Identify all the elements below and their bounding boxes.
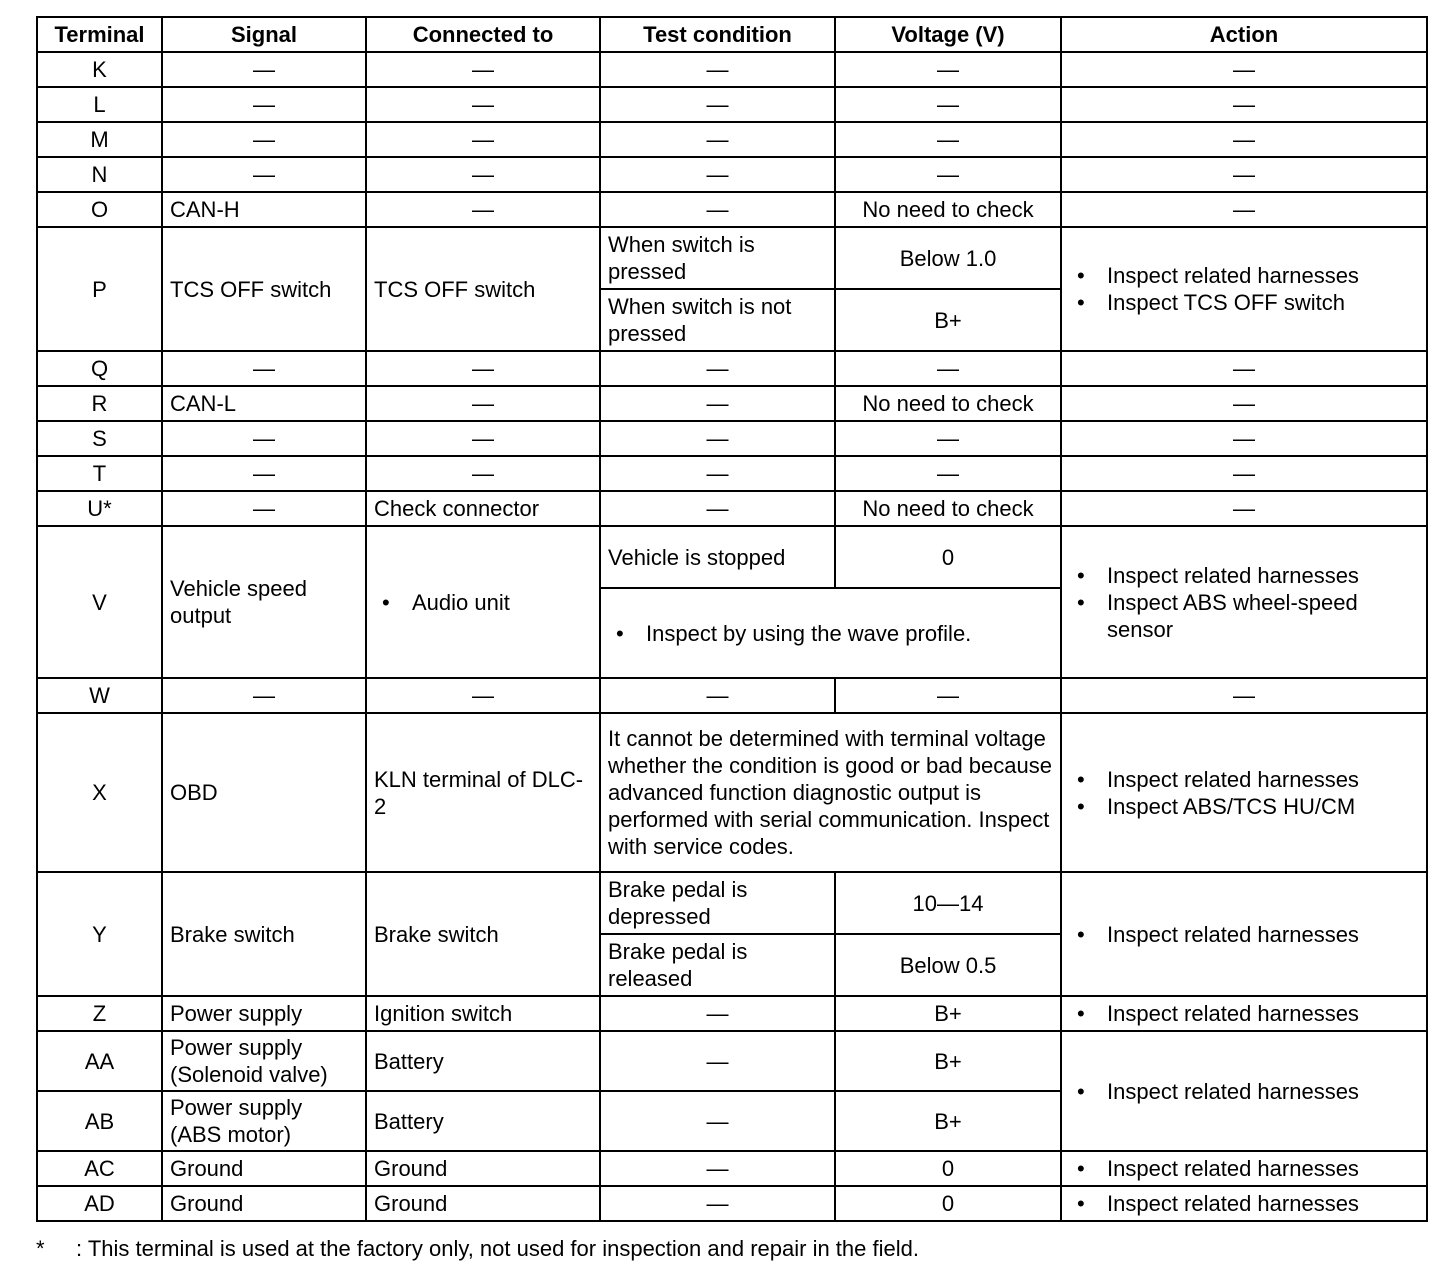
voltage-cell: Below 0.5 bbox=[835, 934, 1061, 996]
action-cell: — bbox=[1061, 351, 1427, 386]
terminal-cell: N bbox=[37, 157, 162, 192]
terminal-cell: Z bbox=[37, 996, 162, 1031]
connected-to-cell: — bbox=[366, 678, 600, 713]
signal-cell: — bbox=[162, 122, 366, 157]
bullet-item: • Inspect related harnesses bbox=[1107, 562, 1419, 589]
voltage-cell: — bbox=[835, 52, 1061, 87]
test-note-cell bbox=[600, 588, 1061, 678]
action-cell: — bbox=[1061, 491, 1427, 526]
action-cell bbox=[1061, 1031, 1427, 1151]
bullet-item: • Inspect ABS/TCS HU/CM bbox=[1107, 793, 1419, 820]
signal-cell: — bbox=[162, 52, 366, 87]
table-row bbox=[37, 526, 1427, 588]
action-cell: — bbox=[1061, 192, 1427, 227]
terminal-cell: X bbox=[37, 713, 162, 872]
table-row bbox=[37, 122, 1427, 157]
bullet-item: • Inspect TCS OFF switch bbox=[1107, 289, 1419, 316]
voltage-cell: No need to check bbox=[835, 192, 1061, 227]
signal-cell: — bbox=[162, 87, 366, 122]
test-note-cell: It cannot be determined with terminal voltage whether the condition is good or bad because advanced function diagnostic output is performed with serial communication. Inspect with service codes. bbox=[600, 713, 1061, 872]
voltage-cell: — bbox=[835, 421, 1061, 456]
terminal-cell: Y bbox=[37, 872, 162, 996]
bullet-list bbox=[374, 589, 592, 616]
connected-to-cell: Battery bbox=[366, 1091, 600, 1151]
terminal-cell: AC bbox=[37, 1151, 162, 1186]
connected-to-cell: — bbox=[366, 351, 600, 386]
voltage-cell: 0 bbox=[835, 526, 1061, 588]
action-cell bbox=[1061, 1151, 1427, 1186]
voltage-cell: 0 bbox=[835, 1186, 1061, 1221]
signal-cell: OBD bbox=[162, 713, 366, 872]
test-condition-cell: — bbox=[600, 1091, 835, 1151]
test-condition-cell: — bbox=[600, 421, 835, 456]
bullet-list bbox=[1069, 766, 1419, 820]
voltage-cell: No need to check bbox=[835, 491, 1061, 526]
bullet-item: • Inspect related harnesses bbox=[1107, 1155, 1419, 1182]
connected-to-cell: — bbox=[366, 122, 600, 157]
terminal-cell: AB bbox=[37, 1091, 162, 1151]
signal-cell: — bbox=[162, 157, 366, 192]
bullet-list bbox=[1069, 1190, 1419, 1217]
connected-to-cell: KLN terminal of DLC-2 bbox=[366, 713, 600, 872]
action-cell: — bbox=[1061, 421, 1427, 456]
connected-to-cell: Ignition switch bbox=[366, 996, 600, 1031]
signal-cell: TCS OFF switch bbox=[162, 227, 366, 351]
footnote-mark: * bbox=[36, 1236, 45, 1261]
test-condition-cell: — bbox=[600, 157, 835, 192]
action-cell: — bbox=[1061, 52, 1427, 87]
table-row bbox=[37, 386, 1427, 421]
bullet-item: • Inspect related harnesses bbox=[1107, 262, 1419, 289]
action-cell: — bbox=[1061, 122, 1427, 157]
bullet-list bbox=[1069, 562, 1419, 643]
terminal-cell: W bbox=[37, 678, 162, 713]
table-row bbox=[37, 157, 1427, 192]
action-cell: — bbox=[1061, 456, 1427, 491]
connected-to-cell: — bbox=[366, 456, 600, 491]
terminal-cell: T bbox=[37, 456, 162, 491]
header-terminal: Terminal bbox=[37, 17, 162, 52]
bullet-item: • Inspect related harnesses bbox=[1107, 1000, 1419, 1027]
connected-to-cell: Ground bbox=[366, 1151, 600, 1186]
action-cell: — bbox=[1061, 87, 1427, 122]
table-row bbox=[37, 1151, 1427, 1186]
terminal-cell: S bbox=[37, 421, 162, 456]
table-row bbox=[37, 192, 1427, 227]
test-condition-cell: — bbox=[600, 456, 835, 491]
voltage-cell: 10—14 bbox=[835, 872, 1061, 934]
footnote-text: : This terminal is used at the factory only, not used for inspection and repair in the field. bbox=[76, 1236, 919, 1261]
bullet-list bbox=[1069, 921, 1419, 948]
action-cell: — bbox=[1061, 678, 1427, 713]
test-condition-cell: — bbox=[600, 87, 835, 122]
action-cell bbox=[1061, 872, 1427, 996]
action-cell: — bbox=[1061, 157, 1427, 192]
terminal-cell: V bbox=[37, 526, 162, 678]
signal-cell: — bbox=[162, 351, 366, 386]
action-cell bbox=[1061, 526, 1427, 678]
table-row bbox=[37, 996, 1427, 1031]
voltage-cell: — bbox=[835, 157, 1061, 192]
table-row bbox=[37, 227, 1427, 289]
table-row bbox=[37, 421, 1427, 456]
connected-to-cell: Brake switch bbox=[366, 872, 600, 996]
connected-to-cell: TCS OFF switch bbox=[366, 227, 600, 351]
signal-cell: — bbox=[162, 678, 366, 713]
voltage-cell: 0 bbox=[835, 1151, 1061, 1186]
test-condition-cell: — bbox=[600, 491, 835, 526]
signal-cell: Ground bbox=[162, 1186, 366, 1221]
signal-cell: — bbox=[162, 421, 366, 456]
test-condition-cell: Brake pedal is depressed bbox=[600, 872, 835, 934]
header-voltage: Voltage (V) bbox=[835, 17, 1061, 52]
action-cell bbox=[1061, 996, 1427, 1031]
test-condition-cell: — bbox=[600, 351, 835, 386]
header-row bbox=[37, 17, 1427, 52]
connected-to-cell: Battery bbox=[366, 1031, 600, 1091]
signal-cell: Power supply bbox=[162, 996, 366, 1031]
action-cell bbox=[1061, 713, 1427, 872]
terminal-cell: Q bbox=[37, 351, 162, 386]
test-condition-cell: — bbox=[600, 192, 835, 227]
footnote bbox=[36, 1236, 919, 1262]
bullet-item: • Inspect by using the wave profile. bbox=[646, 620, 1053, 647]
voltage-cell: — bbox=[835, 456, 1061, 491]
connected-to-cell: — bbox=[366, 87, 600, 122]
voltage-cell: B+ bbox=[835, 1091, 1061, 1151]
voltage-cell: B+ bbox=[835, 996, 1061, 1031]
voltage-cell: B+ bbox=[835, 289, 1061, 351]
terminal-cell: M bbox=[37, 122, 162, 157]
test-condition-cell: — bbox=[600, 1151, 835, 1186]
action-cell bbox=[1061, 1186, 1427, 1221]
table-row bbox=[37, 491, 1427, 526]
test-condition-cell: When switch is not pressed bbox=[600, 289, 835, 351]
signal-cell: — bbox=[162, 456, 366, 491]
table-row bbox=[37, 87, 1427, 122]
bullet-item: • Inspect related harnesses bbox=[1107, 921, 1419, 948]
bullet-item: • Audio unit bbox=[412, 589, 592, 616]
test-condition-cell: — bbox=[600, 996, 835, 1031]
terminal-cell: AA bbox=[37, 1031, 162, 1091]
signal-cell: CAN-L bbox=[162, 386, 366, 421]
terminal-cell: L bbox=[37, 87, 162, 122]
terminal-cell: K bbox=[37, 52, 162, 87]
action-cell: — bbox=[1061, 386, 1427, 421]
terminal-cell: U* bbox=[37, 491, 162, 526]
bullet-item: • Inspect ABS wheel-speed sensor bbox=[1107, 589, 1419, 643]
connected-to-cell: — bbox=[366, 192, 600, 227]
bullet-list bbox=[1069, 1155, 1419, 1182]
signal-cell: Brake switch bbox=[162, 872, 366, 996]
table-row bbox=[37, 678, 1427, 713]
action-cell bbox=[1061, 227, 1427, 351]
signal-cell: Power supply (ABS motor) bbox=[162, 1091, 366, 1151]
test-condition-cell: — bbox=[600, 52, 835, 87]
signal-cell: Power supply (Solenoid valve) bbox=[162, 1031, 366, 1091]
terminal-cell: P bbox=[37, 227, 162, 351]
bullet-list bbox=[608, 620, 1053, 647]
bullet-item: • Inspect related harnesses bbox=[1107, 766, 1419, 793]
bullet-item: • Inspect related harnesses bbox=[1107, 1078, 1419, 1105]
signal-cell: Vehicle speed output bbox=[162, 526, 366, 678]
voltage-cell: — bbox=[835, 678, 1061, 713]
test-condition-cell: Vehicle is stopped bbox=[600, 526, 835, 588]
signal-cell: — bbox=[162, 491, 366, 526]
header-action: Action bbox=[1061, 17, 1427, 52]
bullet-list bbox=[1069, 1078, 1419, 1105]
table-row bbox=[37, 456, 1427, 491]
table-row bbox=[37, 351, 1427, 386]
terminal-cell: AD bbox=[37, 1186, 162, 1221]
terminal-inspection-table bbox=[36, 16, 1428, 1222]
voltage-cell: — bbox=[835, 122, 1061, 157]
test-condition-cell: — bbox=[600, 1031, 835, 1091]
terminal-cell: O bbox=[37, 192, 162, 227]
connected-to-cell: — bbox=[366, 157, 600, 192]
table-row bbox=[37, 1031, 1427, 1091]
table-row bbox=[37, 1186, 1427, 1221]
connected-to-cell: Ground bbox=[366, 1186, 600, 1221]
signal-cell: CAN-H bbox=[162, 192, 366, 227]
table-row bbox=[37, 872, 1427, 934]
voltage-cell: — bbox=[835, 351, 1061, 386]
test-condition-cell: — bbox=[600, 386, 835, 421]
header-connected: Connected to bbox=[366, 17, 600, 52]
voltage-cell: No need to check bbox=[835, 386, 1061, 421]
voltage-cell: B+ bbox=[835, 1031, 1061, 1091]
test-condition-cell: When switch is pressed bbox=[600, 227, 835, 289]
connected-to-cell: — bbox=[366, 52, 600, 87]
connected-to-cell: — bbox=[366, 421, 600, 456]
connected-to-cell bbox=[366, 526, 600, 678]
voltage-cell: Below 1.0 bbox=[835, 227, 1061, 289]
connected-to-cell: Check connector bbox=[366, 491, 600, 526]
voltage-cell: — bbox=[835, 87, 1061, 122]
test-condition-cell: — bbox=[600, 678, 835, 713]
table-row bbox=[37, 713, 1427, 872]
bullet-item: • Inspect related harnesses bbox=[1107, 1190, 1419, 1217]
test-condition-cell: — bbox=[600, 1186, 835, 1221]
test-condition-cell: — bbox=[600, 122, 835, 157]
header-test: Test condition bbox=[600, 17, 835, 52]
signal-cell: Ground bbox=[162, 1151, 366, 1186]
header-signal: Signal bbox=[162, 17, 366, 52]
bullet-list bbox=[1069, 1000, 1419, 1027]
test-condition-cell: Brake pedal is released bbox=[600, 934, 835, 996]
connected-to-cell: — bbox=[366, 386, 600, 421]
terminal-cell: R bbox=[37, 386, 162, 421]
bullet-list bbox=[1069, 262, 1419, 316]
table-row bbox=[37, 52, 1427, 87]
